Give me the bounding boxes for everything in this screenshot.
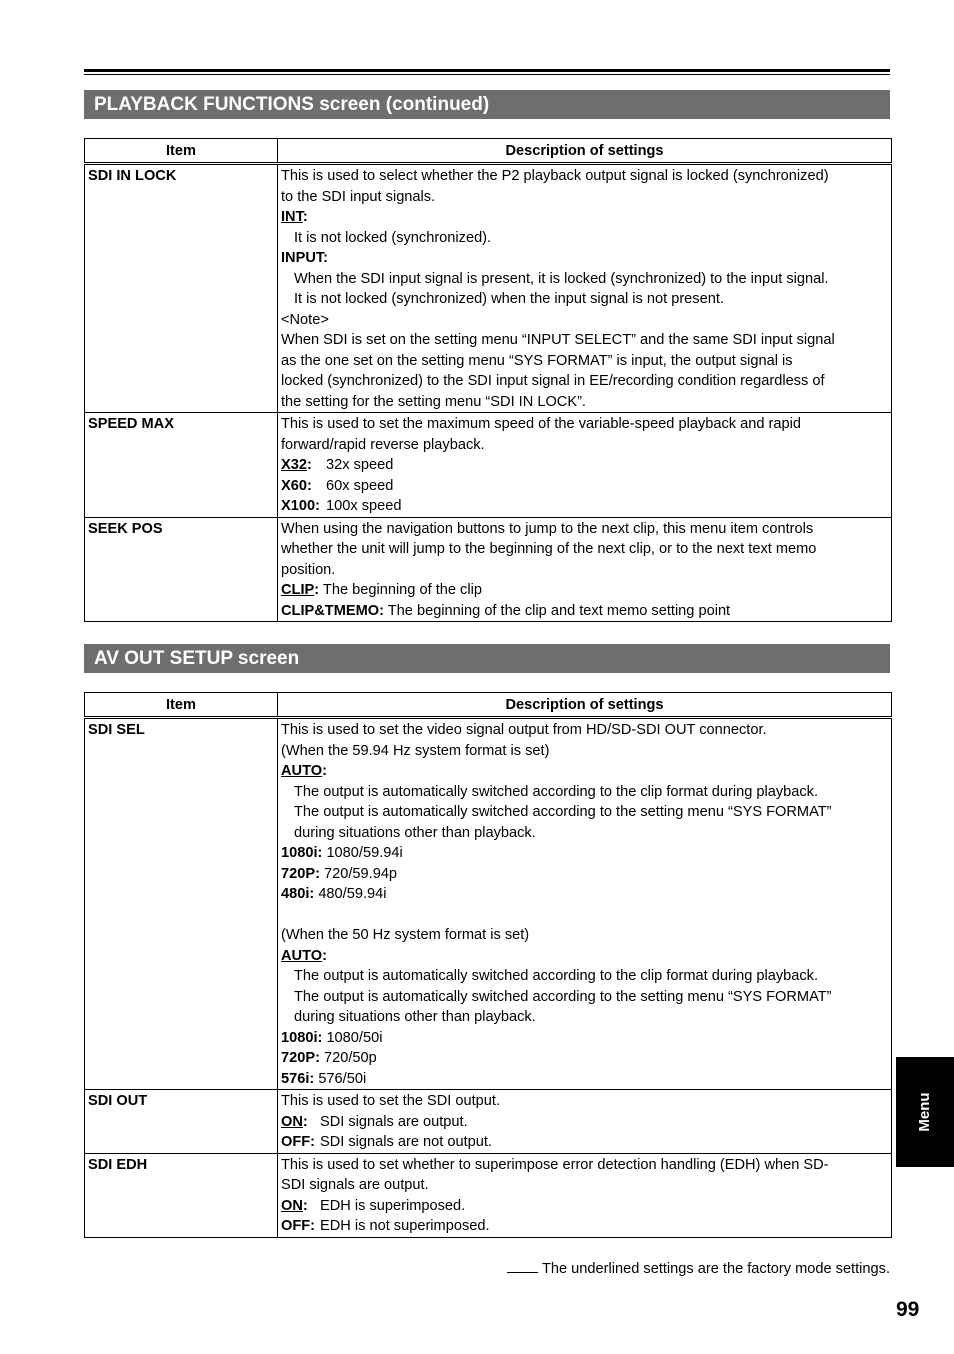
option-key: ON: [281, 1197, 303, 1214]
option-colon: :: [314, 582, 320, 598]
option-clip: [281, 580, 888, 601]
desc-text: This is used to set whether to superimpose error detection handling (EDH) when SD-: [281, 1156, 829, 1173]
option-off: [281, 1132, 888, 1153]
desc-text: whether the unit will jump to the beginning of the next clip, or to the next text memo: [281, 541, 817, 557]
option-desc: during situations other than playback.: [294, 824, 536, 841]
option-desc: EDH is not superimposed.: [320, 1218, 490, 1234]
option-int: [281, 207, 888, 228]
option-key: AUTO: [281, 763, 323, 779]
desc-text: to the SDI input signals.: [281, 188, 436, 205]
table-row: [85, 164, 892, 413]
option-key: INT: [281, 209, 303, 225]
option-desc: SDI signals are not output.: [320, 1134, 492, 1150]
option-x32: [281, 455, 888, 476]
option-desc: 480/59.94i: [314, 886, 387, 902]
option-key: OFF:: [281, 1134, 316, 1150]
footnote-text: The underlined settings are the factory mode settings.: [541, 1261, 890, 1277]
page-number: 99: [896, 1298, 920, 1321]
desc-text: When using the navigation buttons to jump to the next clip, this menu item controls: [281, 520, 814, 537]
desc-text: (When the 59.94 Hz system format is set): [281, 742, 550, 759]
option-colon: :: [322, 763, 327, 779]
option-input: INPUT:: [281, 250, 329, 266]
desc-text: SDI signals are output.: [281, 1177, 429, 1193]
desc-sdi-edh: [278, 1153, 892, 1237]
desc-text: This is used to set the maximum speed of the variable-speed playback and rapid: [281, 416, 801, 432]
note-text: as the one set on the setting menu “SYS FORMAT” is input, the output signal is: [281, 352, 793, 369]
option-colon: :: [302, 1197, 308, 1214]
option-desc: SDI signals are output.: [320, 1113, 468, 1130]
option-colon: :: [302, 209, 308, 225]
header-item: Item: [85, 693, 278, 718]
option-desc: When the SDI input signal is present, it is locked (synchronized) to the input signal.: [294, 270, 829, 287]
table-row: [85, 718, 892, 1090]
table-row: [85, 1153, 892, 1237]
desc-text: This is used to select whether the P2 playback output signal is locked (synchronized): [281, 168, 829, 184]
item-speed-max: SPEED MAX: [85, 413, 278, 518]
desc-sdi-out: [278, 1090, 892, 1154]
header-item: Item: [85, 139, 278, 164]
desc-seek-pos: [278, 517, 892, 622]
option-key: OFF:: [281, 1218, 316, 1234]
header-rule-thick: [84, 69, 890, 72]
option-key: 576i:: [281, 1070, 315, 1087]
desc-text: forward/rapid reverse playback.: [281, 436, 485, 453]
item-sdi-out: SDI OUT: [85, 1090, 278, 1154]
option-colon: :: [306, 457, 312, 473]
option-desc: 100x speed: [326, 498, 402, 514]
header-description: Description of settings: [278, 693, 892, 718]
option-key: 720P:: [281, 1050, 320, 1066]
option-on: [281, 1196, 888, 1217]
header-description: Description of settings: [278, 139, 892, 164]
section-title-playback: PLAYBACK FUNCTIONS screen (continued): [84, 90, 890, 119]
option-desc: The output is automatically switched according to the clip format during playback.: [294, 968, 819, 984]
option-key: 1080i:: [281, 845, 323, 861]
option-desc: The output is automatically switched according to the clip format during playback.: [294, 783, 819, 800]
option-desc: during situations other than playback.: [294, 1009, 536, 1025]
option-desc: It is not locked (synchronized) when the input signal is not present.: [294, 291, 724, 307]
option-x60: [281, 476, 888, 497]
note-text: When SDI is set on the setting menu “INPUT SELECT” and the same SDI input signal: [281, 332, 835, 348]
factory-settings-footnote: [507, 1259, 890, 1280]
table-row: [85, 1090, 892, 1154]
table-row: [85, 517, 892, 622]
option-1080i: [281, 843, 888, 864]
option-desc: 60x speed: [326, 477, 394, 494]
header-rule-thin: [84, 74, 890, 75]
option-colon: :: [302, 1113, 308, 1130]
option-desc: 576/50i: [314, 1070, 367, 1087]
option-off: [281, 1216, 888, 1237]
option-key: CLIP: [281, 582, 315, 598]
option-desc: The beginning of the clip: [319, 582, 482, 598]
option-desc: It is not locked (synchronized).: [294, 229, 492, 246]
option-480i: [281, 884, 888, 905]
option-desc: 720/59.94p: [319, 865, 398, 882]
option-on: [281, 1112, 888, 1133]
option-auto: [281, 761, 888, 782]
option-key: X60:: [281, 477, 312, 494]
option-x100: [281, 496, 888, 517]
option-desc: The output is automatically switched according to the setting menu “SYS FORMAT”: [294, 804, 832, 820]
option-key: X100:: [281, 498, 320, 514]
option-key: 1080i:: [281, 1029, 323, 1046]
option-clip-tmemo: [281, 601, 888, 622]
desc-text: position.: [281, 561, 336, 578]
option-key: X32: [281, 457, 307, 473]
table-header-row: [85, 139, 892, 164]
option-desc: 1080/50i: [322, 1029, 383, 1046]
note-text: locked (synchronized) to the SDI input signal in EE/recording condition regardless of: [281, 373, 825, 389]
option-key: CLIP&TMEMO:: [281, 602, 384, 619]
underline-sample: [507, 1259, 538, 1273]
option-desc: EDH is superimposed.: [320, 1197, 466, 1214]
item-seek-pos: SEEK POS: [85, 517, 278, 622]
desc-speed-max: [278, 413, 892, 518]
item-sdi-edh: SDI EDH: [85, 1153, 278, 1237]
option-key: AUTO: [281, 947, 323, 964]
option-key: ON: [281, 1113, 303, 1130]
table-row: [85, 413, 892, 518]
desc-sdi-in-lock: [278, 164, 892, 413]
playback-settings-table: [84, 138, 892, 622]
section-title-av-out-setup: AV OUT SETUP screen: [84, 644, 890, 673]
spacer: [281, 905, 888, 926]
option-key: 720P:: [281, 865, 320, 882]
item-sdi-in-lock: SDI IN LOCK: [85, 164, 278, 413]
side-tab-label: Menu: [915, 1092, 933, 1132]
option-576i: [281, 1069, 888, 1090]
desc-text: This is used to set the SDI output.: [281, 1093, 501, 1109]
option-key: 480i:: [281, 886, 315, 902]
desc-sdi-sel: [278, 718, 892, 1090]
option-colon: :: [322, 947, 327, 964]
desc-text: This is used to set the video signal output from HD/SD-SDI OUT connector.: [281, 722, 767, 738]
option-1080i: [281, 1028, 888, 1049]
menu-side-tab: [896, 1057, 954, 1167]
option-720p: [281, 864, 888, 885]
option-desc: The output is automatically switched according to the setting menu “SYS FORMAT”: [294, 988, 832, 1005]
note-label: <Note>: [281, 311, 329, 328]
desc-text: (When the 50 Hz system format is set): [281, 927, 530, 943]
item-sdi-sel: SDI SEL: [85, 718, 278, 1090]
option-720p: [281, 1048, 888, 1069]
av-out-settings-table: [84, 692, 892, 1238]
note-text: the setting for the setting menu “SDI IN LOCK”.: [281, 393, 586, 410]
option-desc: 1080/59.94i: [322, 845, 403, 861]
option-desc: 720/50p: [319, 1050, 377, 1066]
option-auto: [281, 946, 888, 967]
option-desc: The beginning of the clip and text memo setting point: [383, 602, 731, 619]
table-header-row: [85, 693, 892, 718]
option-desc: 32x speed: [326, 457, 394, 473]
